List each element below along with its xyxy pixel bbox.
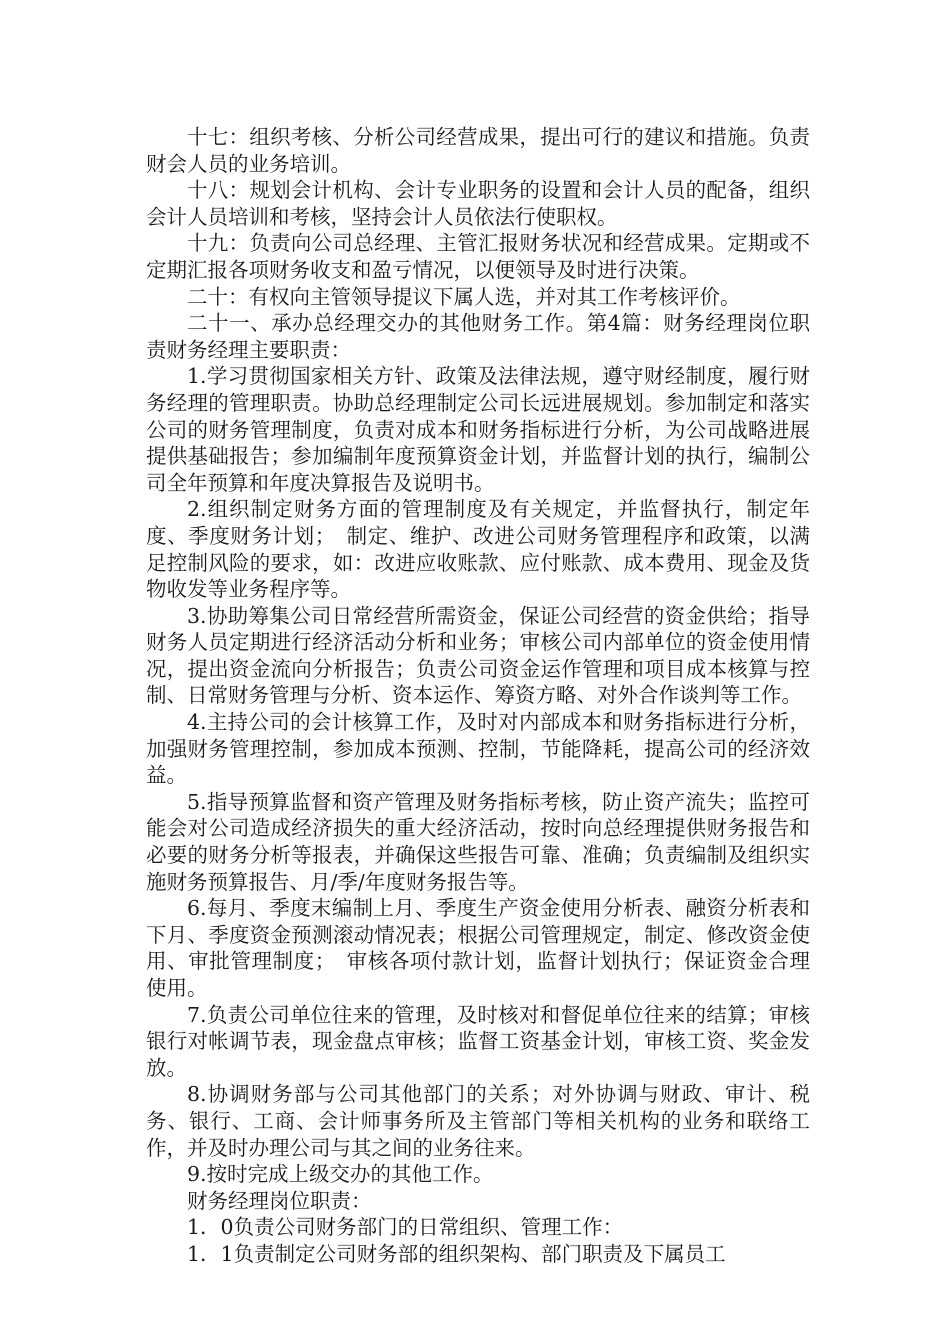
- document-page: [146, 124, 810, 1268]
- duty-item-6: 6.每月、季度末编制上月、季度生产资金使用分析表、融资分析表和下月、季度资金预测滚动情况表；根据公司管理规定，制定、修改资金使用、审批管理制度； 审核各项付款计划，监督计划执行；保证资金合理使用。: [146, 896, 810, 1000]
- paragraph-18: 十八：规划会计机构、会计专业职务的设置和会计人员的配备，组织会计人员培训和考核，坚持会计人员依法行使职权。: [146, 178, 810, 229]
- sub-item-1-0: 1．0负责公司财务部门的日常组织、管理工作：: [187, 1215, 624, 1240]
- paragraph-17: 十七：组织考核、分析公司经营成果，提出可行的建议和措施。负责财会人员的业务培训。: [146, 125, 810, 176]
- duty-item-5: 5.指导预算监督和资产管理及财务指标考核，防止资产流失；监控可能会对公司造成经济损失的重大经济活动，按时向总经理提供财务报告和必要的财务分析等报表，并确保这些报告可靠、准确；负责编制及组织实施财务预算报告、月/季/年度财务报告等。: [146, 789, 810, 894]
- duty-item-1: 1.学习贯彻国家相关方针、政策及法律法规，遵守财经制度，履行财务经理的管理职责。协助总经理制定公司长远进展规划。参加制定和落实公司的财务管理制度，负责对成本和财务指标进行分析，为公司战略进展提供基础报告；参加编制年度预算资金计划，并监督计划的执行，编制公司全年预算和年度决算报告及说明书。: [146, 364, 810, 495]
- duty-item-3: 3.协助筹集公司日常经营所需资金，保证公司经营的资金供给；指导财务人员定期进行经济活动分析和业务；审核公司内部单位的资金使用情况，提出资金流向分析报告；负责公司资金运作管理和项目成本核算与控制、日常财务管理与分析、资本运作、筹资方略、对外合作谈判等工作。: [146, 603, 810, 708]
- section-heading: 财务经理岗位职责：: [187, 1188, 372, 1213]
- duty-item-9: 9.按时完成上级交办的其他工作。: [187, 1162, 494, 1187]
- sub-item-1-1: 1．1负责制定公司财务部的组织架构、部门职责及下属员工: [187, 1241, 726, 1266]
- paragraph-19: 十九：负责向公司总经理、主管汇报财务状况和经营成果。定期或不定期汇报各项财务收支和盈亏情况，以便领导及时进行决策。: [146, 231, 810, 282]
- duty-item-7: 7.负责公司单位往来的管理，及时核对和督促单位往来的结算；审核银行对帐调节表，现金盘点审核；监督工资基金计划，审核工资、奖金发放。: [146, 1002, 810, 1080]
- duty-item-2: 2.组织制定财务方面的管理制度及有关规定，并监督执行，制定年度、季度财务计划； 制定、维护、改进公司财务管理程序和政策，以满足控制风险的要求，如：改进应收账款、应付账款、成本费用、现金及货物收发等业务程序等。: [146, 497, 810, 602]
- duty-item-8: 8.协调财务部与公司其他部门的关系；对外协调与财政、审计、税务、银行、工商、会计师事务所及主管部门等相关机构的业务和联络工作，并及时办理公司与其之间的业务往来。: [146, 1082, 810, 1160]
- paragraph-20: 二十：有权向主管领导提议下属人选，并对其工作考核评价。: [187, 284, 741, 309]
- paragraph-21: 二十一、承办总经理交办的其他财务工作。第4篇：财务经理岗位职责财务经理主要职责：: [146, 311, 810, 362]
- duty-item-4: 4.主持公司的会计核算工作，及时对内部成本和财务指标进行分析，加强财务管理控制，参加成本预测、控制，节能降耗，提高公司的经济效益。: [146, 710, 810, 788]
